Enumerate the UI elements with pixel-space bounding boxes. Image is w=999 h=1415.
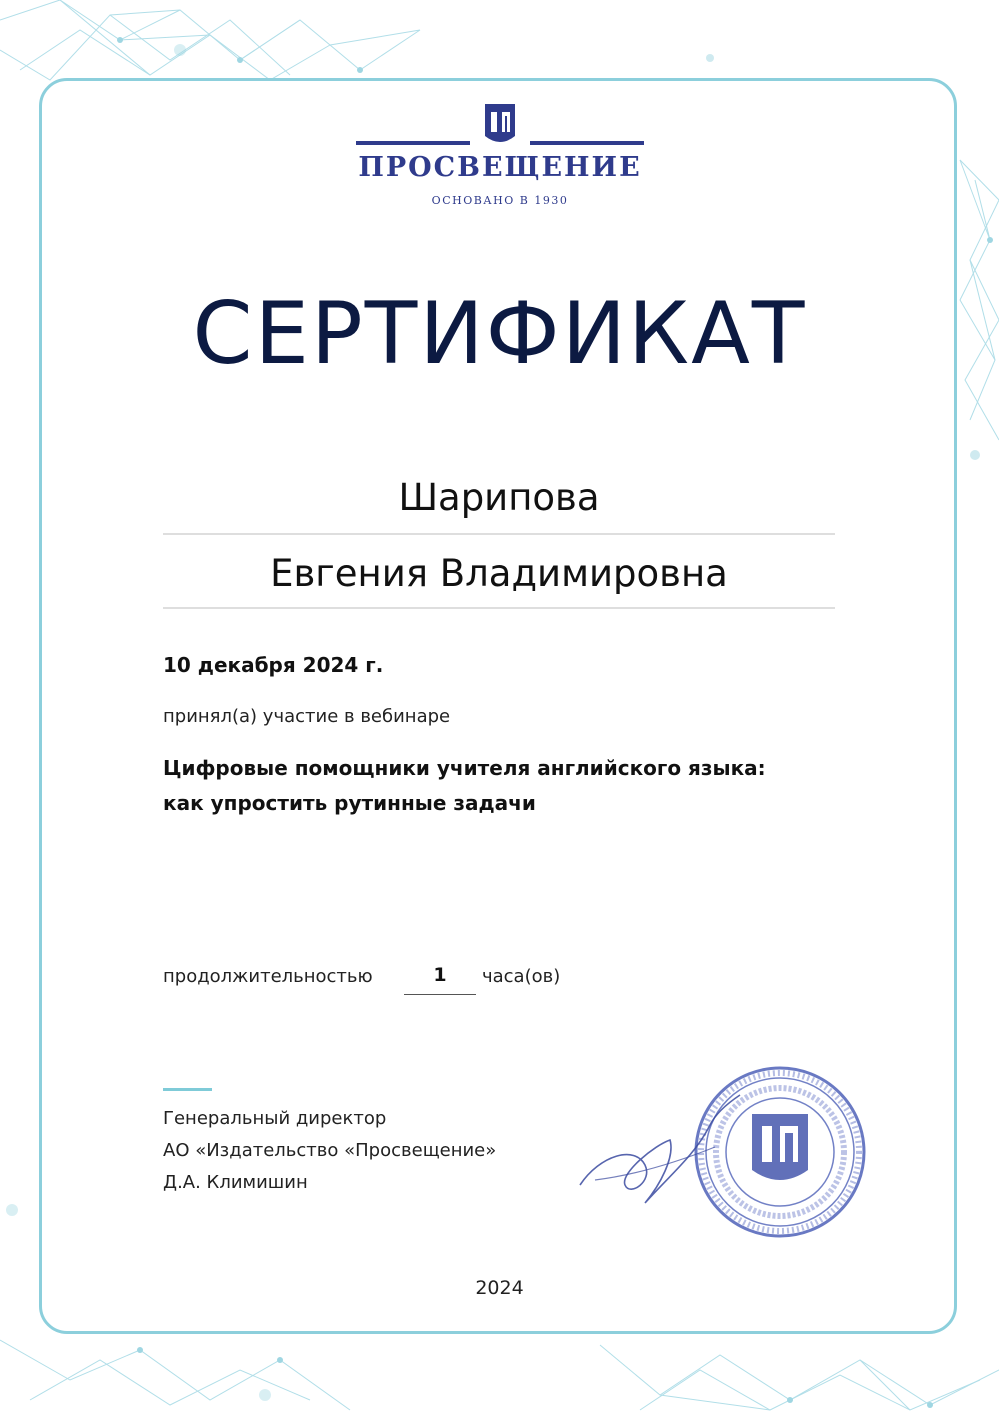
event-date: 10 декабря 2024 г. <box>163 653 384 677</box>
recipient-given-names: Евгения Владимировна <box>270 552 728 595</box>
webinar-title <box>163 751 863 821</box>
signature-icon <box>575 1085 750 1215</box>
logo-subtitle: ОСНОВАНО В 1930 <box>431 194 569 207</box>
participation-text: принял(а) участие в вебинаре <box>163 706 451 727</box>
duration-unit: часа(ов) <box>482 966 561 987</box>
signatory-accent-line <box>163 1088 212 1091</box>
signatory-organization: АО «Издательство «Просвещение» <box>163 1140 497 1161</box>
signatory-position: Генеральный директор <box>163 1108 387 1129</box>
publisher-logo <box>350 100 650 215</box>
logo-name: ПРОСВЕЩЕНИЕ <box>358 152 642 183</box>
duration-label: продолжительностью <box>163 966 373 987</box>
footer-year: 2024 <box>475 1277 524 1299</box>
name-underline-1 <box>163 533 835 535</box>
logo-mark-icon <box>483 102 517 148</box>
webinar-title-line-1: Цифровые помощники учителя английского языка: <box>163 756 766 780</box>
logo-rule-left <box>356 141 470 145</box>
logo-rule-right <box>530 141 644 145</box>
signatory-name: Д.А. Климишин <box>163 1172 308 1193</box>
name-underline-2 <box>163 607 835 609</box>
webinar-title-line-2: как упростить рутинные задачи <box>163 791 536 815</box>
certificate-title: СЕРТИФИКАТ <box>192 284 807 384</box>
recipient-surname: Шарипова <box>398 476 600 519</box>
duration-value: 1 <box>404 964 476 995</box>
